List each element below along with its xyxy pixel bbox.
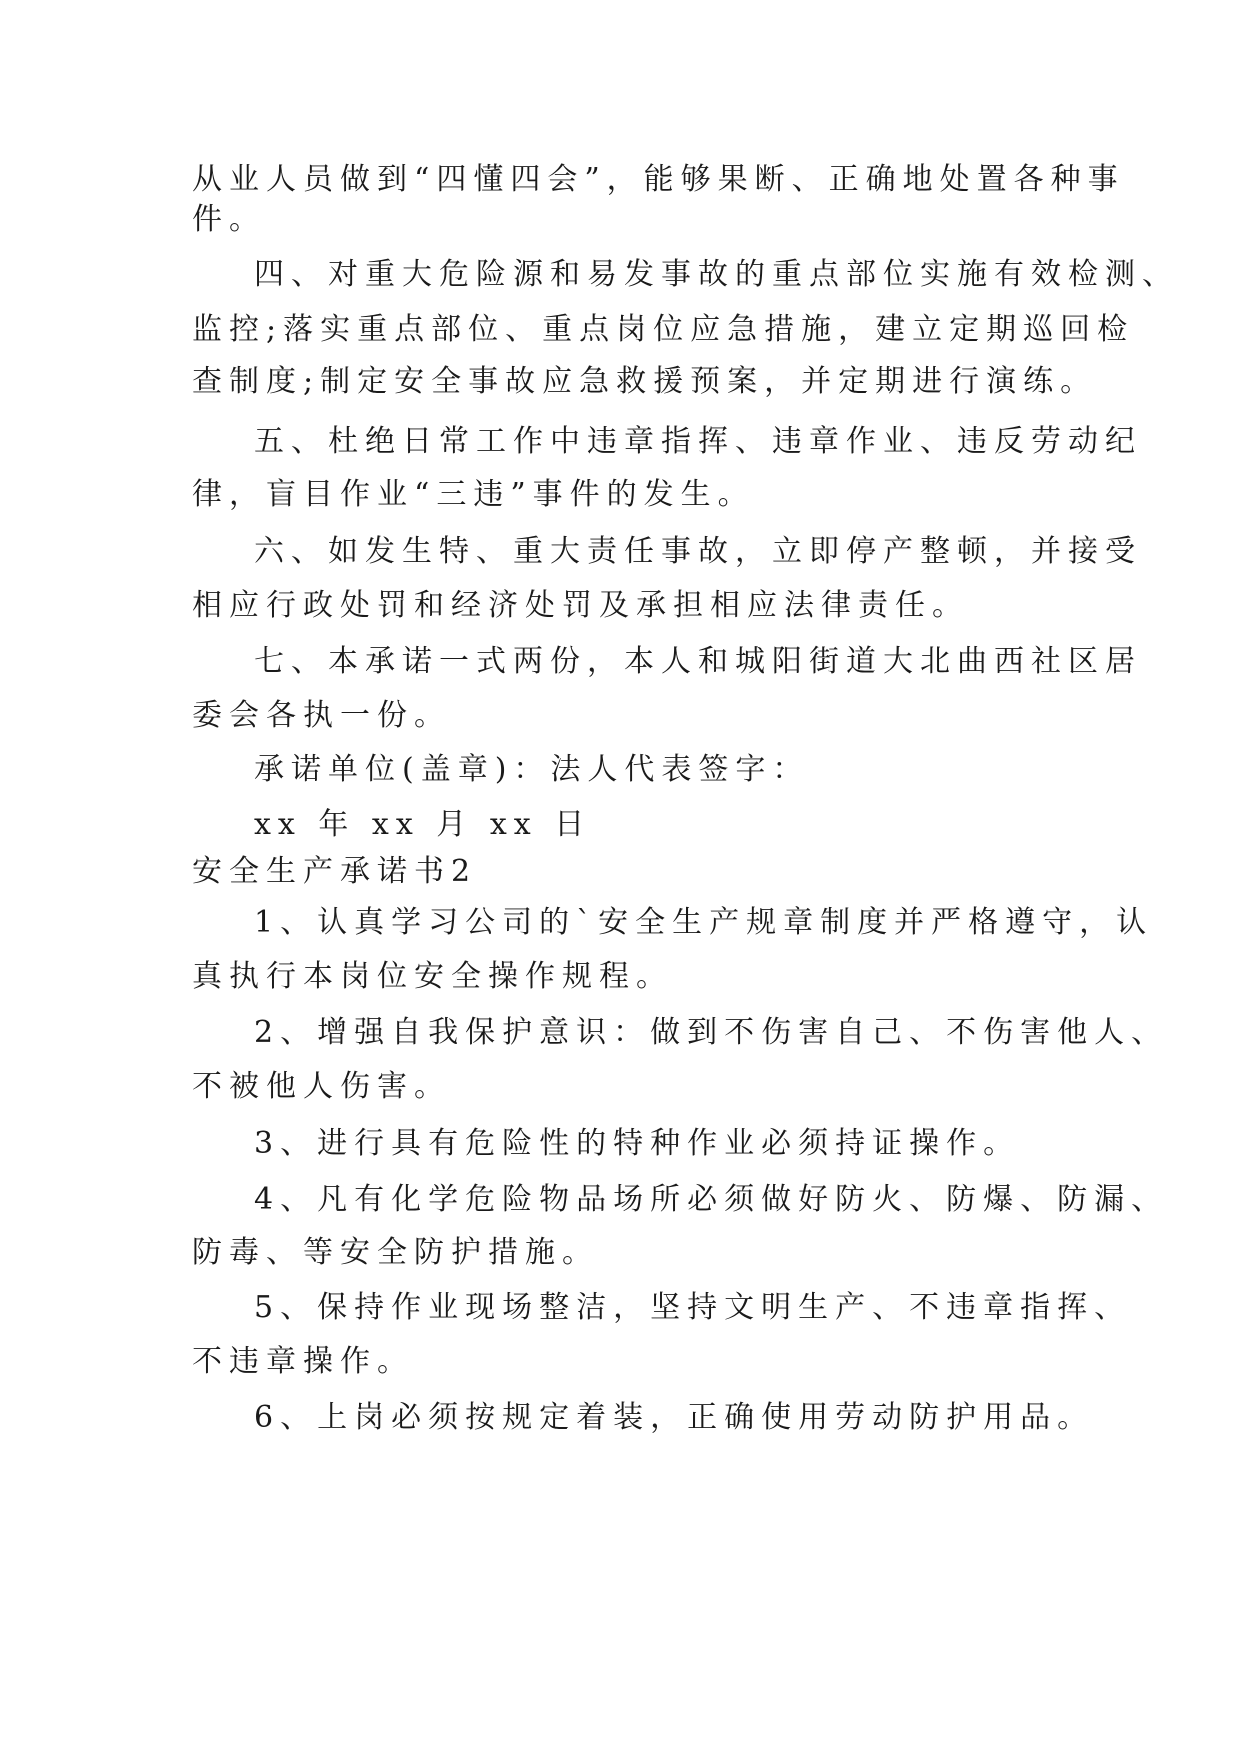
paragraph-line: 真执行本岗位安全操作规程。 xyxy=(192,959,673,994)
section-title: 安全生产承诺书2 xyxy=(192,854,478,889)
signature-line: 承诺单位(盖章)：法人代表签字： xyxy=(254,752,810,787)
paragraph-line: 查制度;制定安全事故应急救援预案，并定期进行演练。 xyxy=(192,364,1098,399)
paragraph-line: 5、保持作业现场整洁，坚持文明生产、不违章指挥、 xyxy=(254,1290,1132,1325)
paragraph-line: 4、凡有化学危险物品场所必须做好防火、防爆、防漏、 xyxy=(254,1182,1169,1217)
paragraph-line: 监控;落实重点部位、重点岗位应急措施，建立定期巡回检 xyxy=(192,312,1135,347)
paragraph-line: 五、杜绝日常工作中违章指挥、违章作业、违反劳动纪 xyxy=(254,424,1142,459)
paragraph-line: 六、如发生特、重大责任事故，立即停产整顿，并接受 xyxy=(254,534,1142,569)
paragraph-line: 不被他人伤害。 xyxy=(192,1069,451,1104)
paragraph-line: 件。 xyxy=(192,202,266,237)
paragraph-line: 3、进行具有危险性的特种作业必须持证操作。 xyxy=(254,1126,1021,1161)
paragraph-line: 不违章操作。 xyxy=(192,1344,414,1379)
paragraph-line: 律，盲目作业“三违”事件的发生。 xyxy=(192,477,755,512)
date-line: xx 年 xx 月 xx 日 xyxy=(254,807,592,842)
paragraph-line: 七、本承诺一式两份，本人和城阳街道大北曲西社区居 xyxy=(254,644,1142,679)
paragraph-line: 从业人员做到“四懂四会”，能够果断、正确地处置各种事 xyxy=(192,162,1125,197)
paragraph-line: 相应行政处罚和经济处罚及承担相应法律责任。 xyxy=(192,588,969,623)
paragraph-line: 1、认真学习公司的`安全生产规章制度并严格遵守，认 xyxy=(254,905,1154,940)
paragraph-line: 2、增强自我保护意识：做到不伤害自己、不伤害他人、 xyxy=(254,1015,1169,1050)
paragraph-line: 防毒、等安全防护措施。 xyxy=(192,1235,599,1270)
paragraph-line: 四、对重大危险源和易发事故的重点部位实施有效检测、 xyxy=(254,257,1179,292)
paragraph-line: 委会各执一份。 xyxy=(192,698,451,733)
paragraph-line: 6、上岗必须按规定着装，正确使用劳动防护用品。 xyxy=(254,1400,1095,1435)
